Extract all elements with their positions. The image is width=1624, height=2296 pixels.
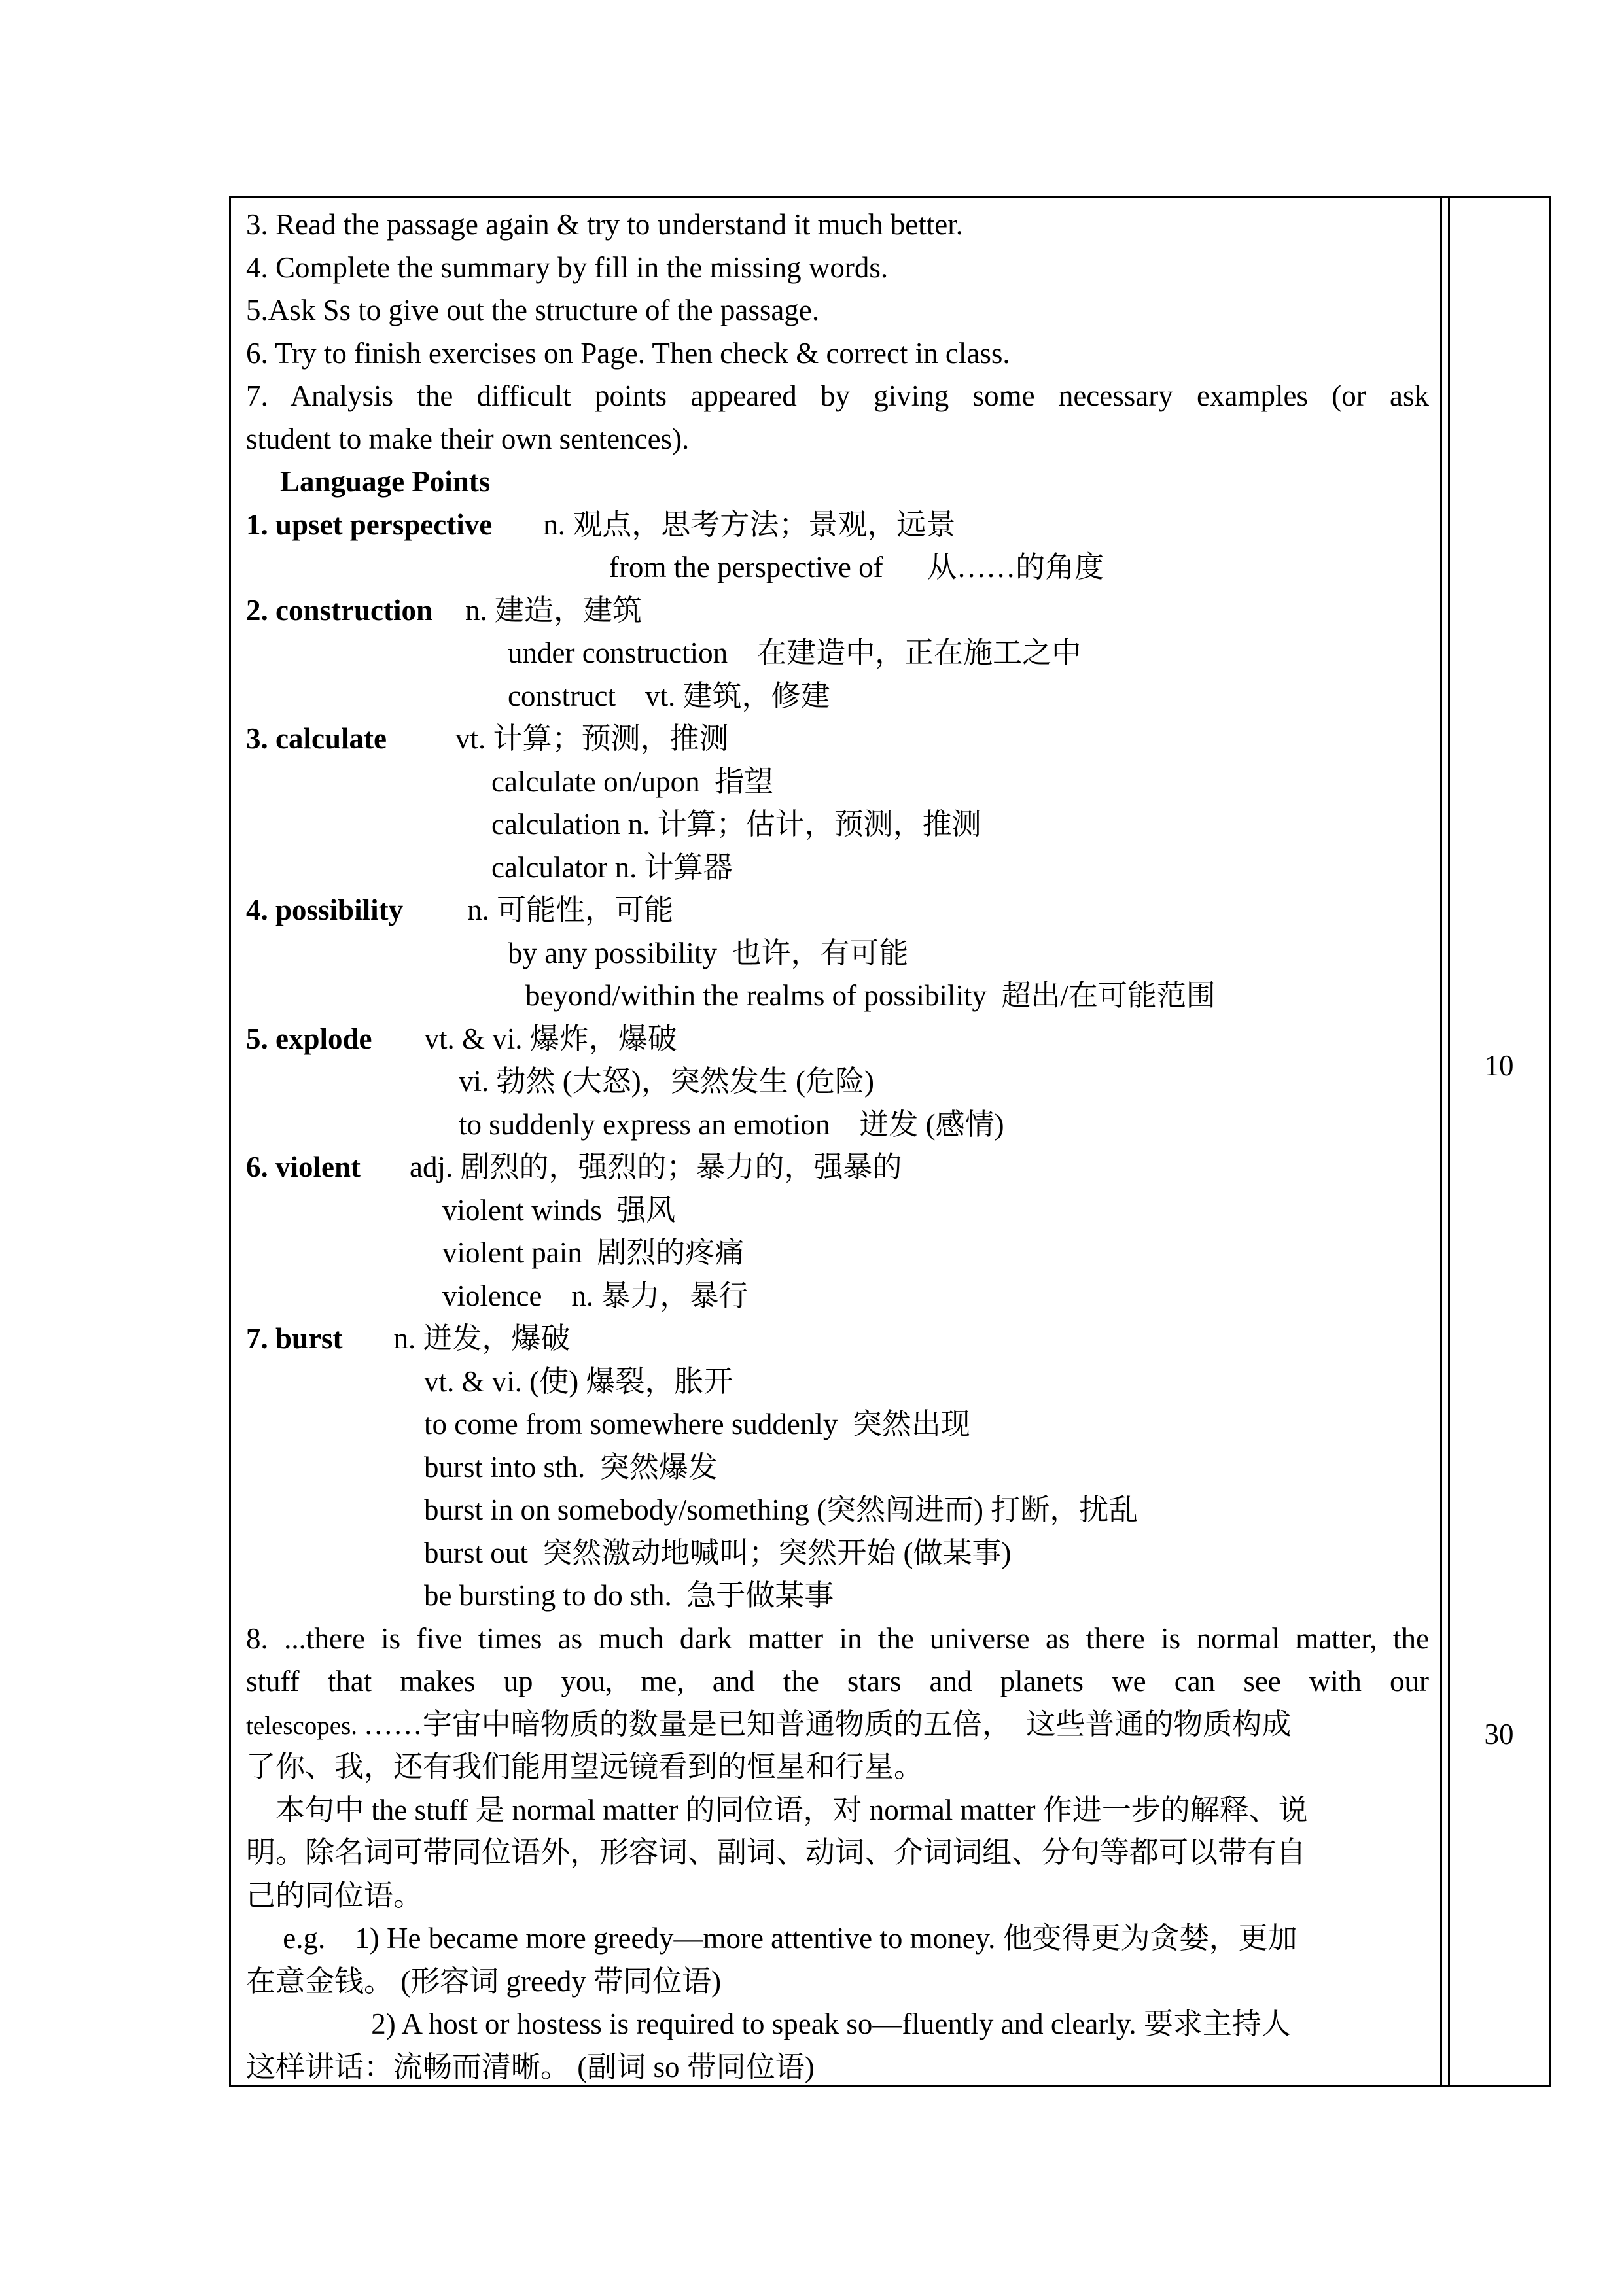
point-4-example-b: beyond/within the realms of possibility 超出/在可能范围 (525, 979, 1216, 1012)
sentence-8-line-1: 8. ...there is five times as much dark matter in the universe as there is normal matter, the (246, 1622, 1429, 1655)
step-4: 4. Complete the summary by fill in the missing words. (246, 251, 889, 284)
point-3-example-c: calculator n. 计算器 (491, 850, 733, 884)
column-divider (1440, 198, 1442, 2085)
example-2-line-1: 2) A host or hostess is required to speak so—fluently and clearly. 要求主持人 (246, 2008, 1291, 2040)
point-4-word: 4. possibility (246, 894, 404, 926)
lesson-table (229, 196, 1551, 2087)
point-7-example-f: be bursting to do sth. 急于做某事 (424, 1579, 834, 1612)
point-3-example-a: calculate on/upon 指望 (491, 765, 774, 798)
point-3: 3. calculate vt. 计算；预测，推测 (246, 722, 729, 755)
procedure-content (246, 203, 1429, 2089)
point-2-example-b: construct vt. 建筑，修建 (508, 679, 830, 712)
point-2-example-a: under construction 在建造中，正在施工之中 (508, 636, 1082, 669)
example-1-line-2: 在意金钱。 (形容词 greedy 带同位语) (246, 1964, 722, 1998)
point-6-example-b: violent pain 剧烈的疼痛 (442, 1236, 745, 1269)
point-5-example-a: vi. 勃然 (大怒)，突然发生 (危险) (459, 1065, 874, 1098)
point-5: 5. explode vt. & vi. 爆炸，爆破 (246, 1022, 677, 1055)
point-2-word: 2. construction (246, 593, 432, 627)
point-1-example: from the perspective of 从……的角度 (609, 551, 1104, 583)
point-3-example-b: calculation n. 计算；估计，预测，推测 (491, 808, 981, 841)
time-score-30: 30 (1484, 1718, 1514, 1750)
sentence-8-line-2: stuff that makes up you, me, and the stars and planets we can see with our (246, 1665, 1429, 1697)
example-2-line-2: 这样讲话：流畅而清晰。 (副词 so 带同位语) (246, 2050, 815, 2083)
sentence-8-line-4: 了你、我，还有我们能用望远镜看到的恒星和行星。 (246, 1750, 924, 1783)
note-line-3: 己的同位语。 (246, 1879, 423, 1912)
point-6-word: 6. violent (246, 1151, 361, 1183)
point-7-example-e: burst out 突然激动地喊叫；突然开始 (做某事) (424, 1536, 1012, 1569)
point-7-example-b: to come from somewhere suddenly 突然出现 (424, 1408, 970, 1440)
step-6: 6. Try to finish exercises on Page. Then check & correct in class. (246, 336, 1010, 370)
point-1-word: 1. upset perspective (246, 508, 493, 541)
column-divider-outer (1448, 198, 1450, 2085)
language-points-heading: Language Points (280, 465, 491, 498)
point-6: 6. violent adj. 剧烈的，强烈的；暴力的，强暴的 (246, 1151, 902, 1183)
note-line-1: 本句中 the stuff 是 normal matter 的同位语，对 normal matter 作进一步的解释、说 (246, 1793, 1308, 1826)
note-line-2: 明。除名词可带同位语外，形容词、副词、动词、介词词组、分句等都可以带有自 (246, 1836, 1307, 1869)
point-3-word: 3. calculate (246, 722, 387, 755)
point-7-example-c: burst into sth. 突然爆发 (424, 1450, 718, 1484)
step-7-cont: student to make their own sentences). (246, 422, 690, 455)
example-1-line-1: e.g. 1) He became more greedy—more attentive to money. 他变得更为贪婪，更加 (246, 1922, 1297, 1955)
point-7-example-d: burst in on somebody/something (突然闯进而) 打断，扰乱 (424, 1493, 1139, 1526)
sentence-8-line-3: telescopes. ……宇宙中暗物质的数量是已知普通物质的五倍， 这些普通的物质构成 (246, 1707, 1292, 1741)
point-7-word: 7. burst (246, 1322, 343, 1355)
point-4: 4. possibility n. 可能性，可能 (246, 894, 674, 926)
time-score-10: 10 (1484, 1049, 1514, 1082)
step-3: 3. Read the passage again & try to understand it much better. (246, 208, 963, 241)
point-2: 2. construction n. 建造，建筑 (246, 593, 643, 627)
point-6-example-c: violence n. 暴力，暴行 (442, 1279, 749, 1312)
point-5-word: 5. explode (246, 1022, 372, 1055)
point-4-example-a: by any possibility 也许，有可能 (508, 936, 909, 969)
point-6-example-a: violent winds 强风 (442, 1193, 676, 1226)
point-7-example-a: vt. & vi. (使) 爆裂，胀开 (424, 1365, 733, 1398)
step-7: 7. Analysis the difficult points appeared by giving some necessary examples (or ask (246, 379, 1429, 412)
point-7: 7. burst n. 迸发，爆破 (246, 1322, 571, 1355)
point-5-example-b: to suddenly express an emotion 迸发 (感情) (459, 1107, 1004, 1141)
point-1: 1. upset perspective n. 观点，思考方法；景观，远景 (246, 508, 956, 541)
step-5: 5.Ask Ss to give out the structure of the passage. (246, 294, 820, 326)
